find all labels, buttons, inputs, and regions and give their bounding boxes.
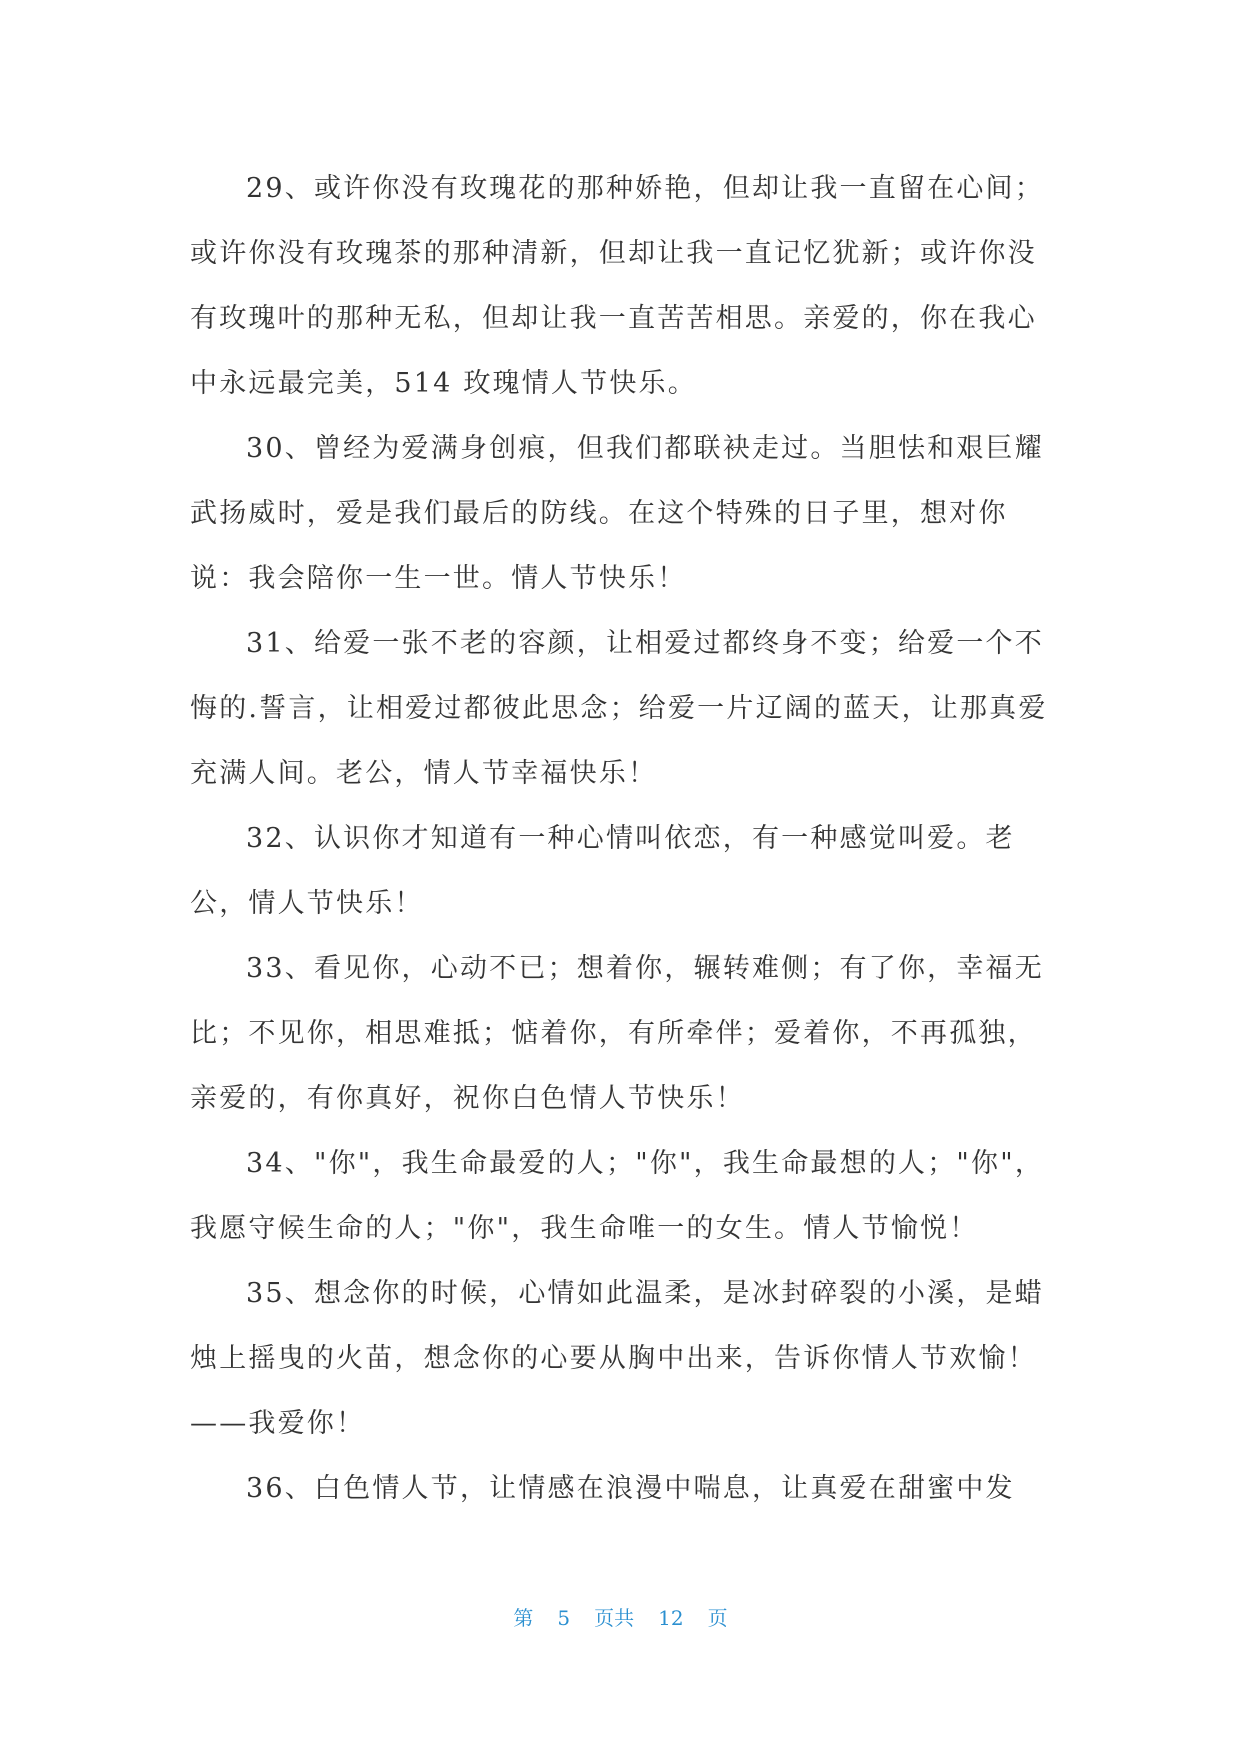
text-line: 中永远最完美，514 玫瑰情人节快乐。 <box>190 368 697 399</box>
text-line: 充满人间。老公，情人节幸福快乐！ <box>190 758 658 789</box>
text-line: 31、给爱一张不老的容颜，让相爱过都终身不变；给爱一个不 <box>246 628 1044 659</box>
page-suffix: 页 <box>707 1606 728 1630</box>
text-line: 悔的.誓言，让相爱过都彼此思念；给爱一片辽阔的蓝天，让那真爱 <box>190 693 1048 724</box>
text-line: 29、或许你没有玫瑰花的那种娇艳，但却让我一直留在心间； <box>246 173 1044 204</box>
text-line: 32、认识你才知道有一种心情叫依恋，有一种感觉叫爱。老 <box>246 823 1015 854</box>
page-middle: 页共 <box>594 1606 635 1630</box>
text-line: 亲爱的，有你真好，祝你白色情人节快乐！ <box>190 1083 745 1114</box>
text-line: 烛上摇曳的火苗，想念你的心要从胸中出来，告诉你情人节欢愉！ <box>190 1343 1037 1374</box>
text-line: 我愿守候生命的人；"你"，我生命唯一的女生。情人节愉悦！ <box>190 1213 979 1244</box>
page-footer <box>0 1602 1241 1631</box>
text-line: 说：我会陪你一生一世。情人节快乐！ <box>190 563 687 594</box>
text-line: 35、想念你的时候，心情如此温柔，是冰封碎裂的小溪，是蜡 <box>246 1278 1044 1309</box>
text-line: ——我爱你！ <box>190 1408 366 1439</box>
page-number: 5 <box>557 1606 571 1630</box>
text-line: 33、看见你，心动不已；想着你，辗转难侧；有了你，幸福无 <box>246 953 1044 984</box>
text-line: 30、曾经为爱满身创痕，但我们都联袂走过。当胆怯和艰巨耀 <box>246 433 1044 464</box>
text-line: 36、白色情人节，让情感在浪漫中喘息，让真爱在甜蜜中发 <box>246 1473 1015 1504</box>
text-line: 武扬威时，爱是我们最后的防线。在这个特殊的日子里，想对你 <box>190 498 1008 529</box>
document-body <box>190 156 1050 1521</box>
text-line: 或许你没有玫瑰茶的那种清新，但却让我一直记忆犹新；或许你没 <box>190 238 1037 269</box>
page-total: 12 <box>658 1606 684 1630</box>
page-prefix: 第 <box>513 1606 534 1630</box>
text-line: 有玫瑰叶的那种无私，但却让我一直苦苦相思。亲爱的，你在我心 <box>190 303 1037 334</box>
text-line: 34、"你"，我生命最爱的人；"你"，我生命最想的人；"你"， <box>246 1148 1045 1179</box>
text-line: 比；不见你，相思难抵；惦着你，有所牵伴；爱着你，不再孤独， <box>190 1018 1037 1049</box>
text-line: 公，情人节快乐！ <box>190 888 424 919</box>
